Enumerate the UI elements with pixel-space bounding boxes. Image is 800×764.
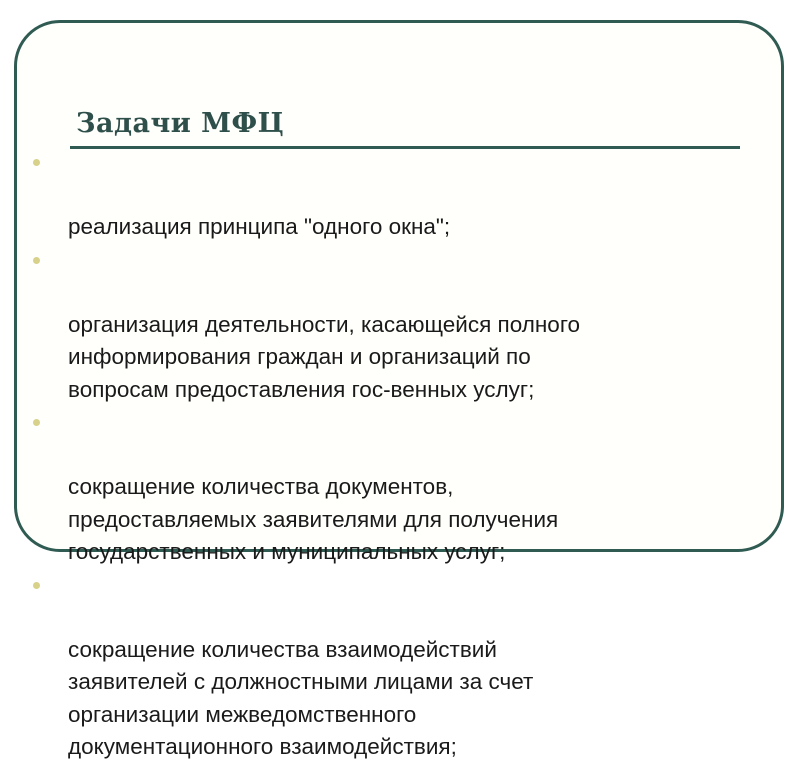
list-item [28, 146, 778, 244]
list-item [28, 244, 778, 407]
slide-title: Задачи МФЦ [76, 108, 285, 139]
list-item [28, 406, 778, 569]
list-item-text: сокращение количества взаимодействий заявителей с должностными лицами за счет организации межведомственного документационного взаимодействия; [68, 636, 534, 759]
list-item [28, 569, 778, 764]
bullet-list [28, 146, 778, 764]
bullet-dot-icon [33, 257, 40, 264]
bullet-dot-icon [33, 159, 40, 166]
list-item-text: организация деятельности, касающейся полного информирования граждан и организаций по вопросам предоставления гос-венных услуг; [68, 311, 581, 402]
list-item-text: сокращение количества документов, предоставляемых заявителями для получения государственных и муниципальных услуг; [68, 474, 559, 564]
bullet-dot-icon [33, 419, 40, 426]
bullet-dot-icon [33, 582, 40, 589]
list-item-text: реализация принципа "одного окна"; [68, 214, 451, 239]
